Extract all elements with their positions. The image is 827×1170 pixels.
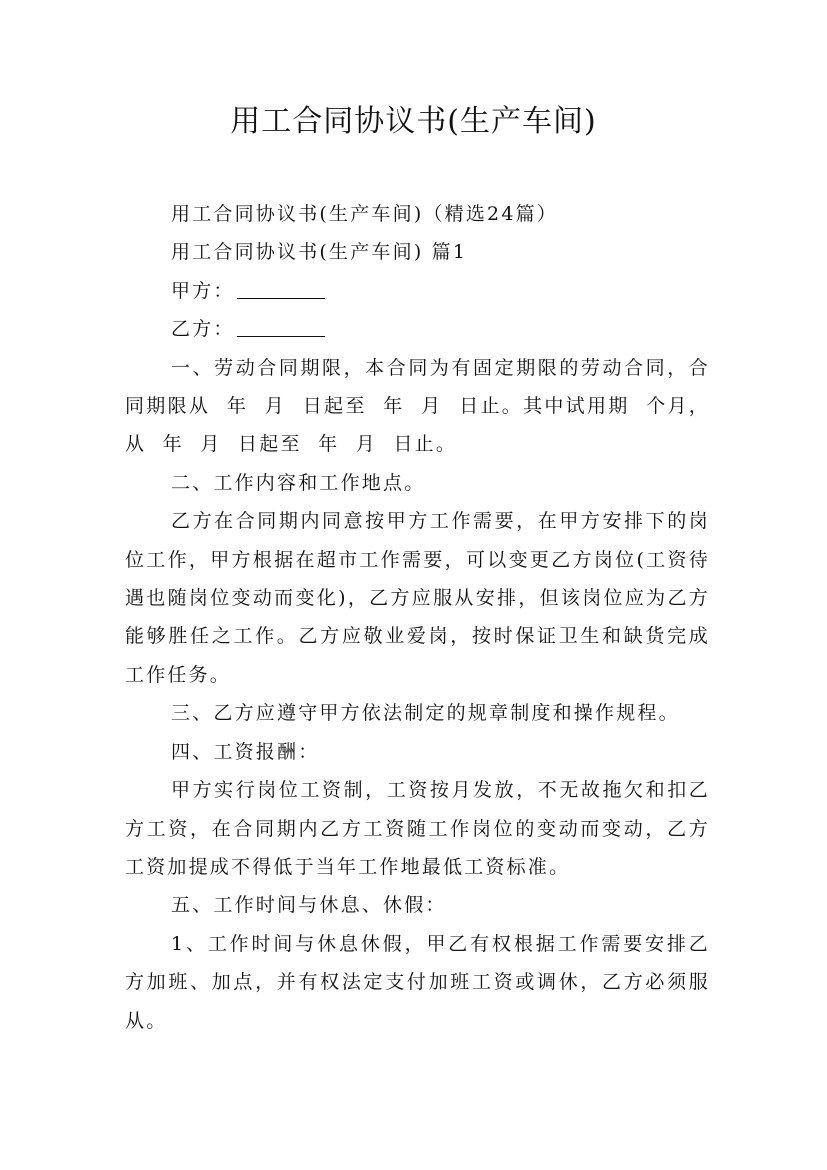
party-a-blank (237, 276, 325, 299)
paragraph-worktime: 1、工作时间与休息休假，甲乙有权根据工作需要安排乙方加班、加点，并有权法定支付加班工资或调休，乙方必须服从。 (125, 932, 710, 1032)
party-a-line (125, 272, 710, 310)
document-body (125, 195, 710, 1040)
paragraph-worktime-heading: 五、工作时间与休息、休假： (171, 894, 447, 917)
party-b-blank (237, 314, 325, 337)
document-subtitle: 用工合同协议书(生产车间)（精选24篇） (171, 203, 559, 225)
paragraph-work-content-heading: 二、工作内容和工作地点。 (171, 471, 426, 494)
party-a-label: 甲方： (171, 279, 235, 302)
party-b-label: 乙方： (171, 318, 235, 341)
paragraph-contract-term: 一、劳动合同期限，本合同为有固定期限的劳动合同，合同期限从 年 月 日起至 年 月 日止。其中试用期 个月，从 年 月 日起至 年 月 日止。 (125, 356, 710, 456)
party-b-line (125, 310, 710, 348)
paragraph-salary-heading: 四、工资报酬： (171, 740, 320, 763)
paragraph-work-content: 乙方在合同期内同意按甲方工作需要，在甲方安排下的岗位工作，甲方根据在超市工作需要，可以变更乙方岗位(工资待遇也随岗位变动而变化)，乙方应服从安排，但该岗位应为乙方能够胜任之工作。乙方应敬业爱岗，按时保证卫生和缺货完成工作任务。 (125, 510, 710, 686)
section-heading: 用工合同协议书(生产车间) 篇1 (171, 241, 468, 264)
paragraph-salary: 甲方实行岗位工资制，工资按月发放，不无故拖欠和扣乙方工资，在合同期内乙方工资随工作岗位的变动而变动，乙方工资加提成不得低于当年工作地最低工资标准。 (125, 779, 710, 878)
document-title: 用工合同协议书(生产车间) (230, 104, 597, 139)
paragraph-rules: 三、乙方应遵守甲方依法制定的规章制度和操作规程。 (171, 702, 680, 725)
